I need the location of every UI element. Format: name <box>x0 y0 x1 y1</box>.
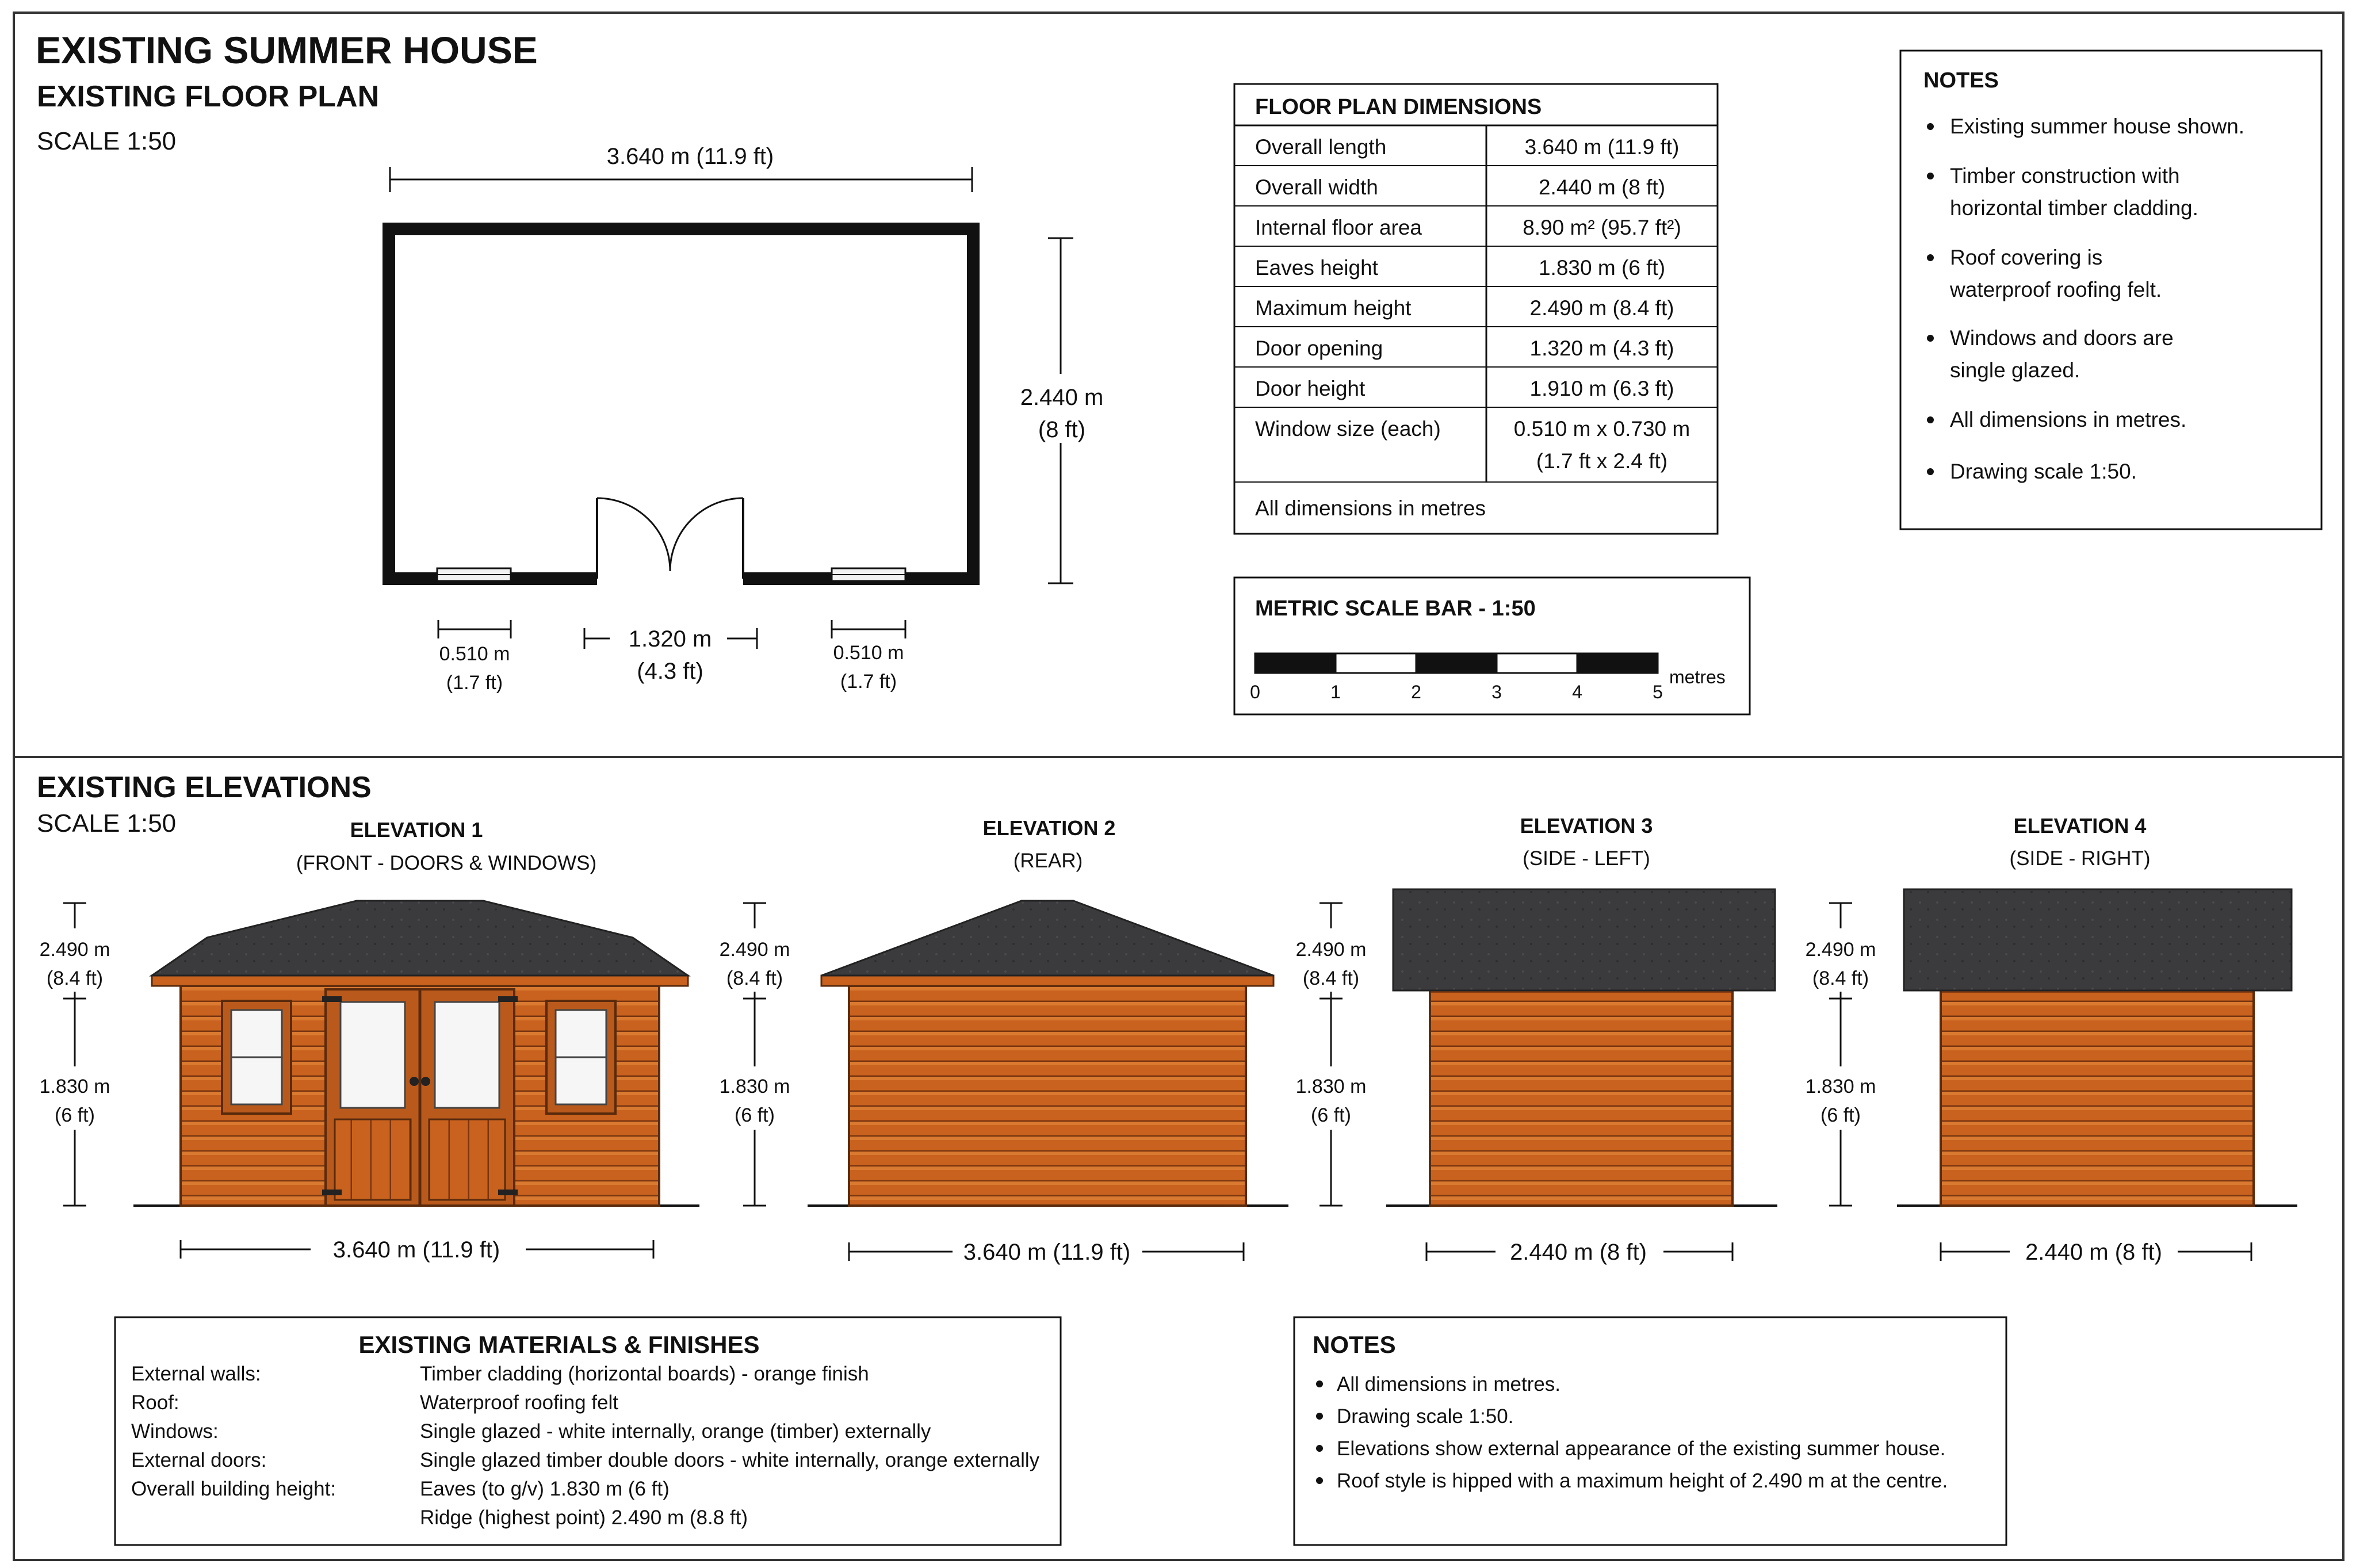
elevation-4-drawing <box>1897 889 2297 1206</box>
dim-label-eaves-height: Eaves height <box>1255 256 1378 280</box>
note-top-line: All dimensions in metres. <box>1950 408 2187 431</box>
material-label: Overall building height: <box>131 1478 336 1500</box>
scale-bar-title: METRIC SCALE BAR - 1:50 <box>1255 596 1536 621</box>
note-top-line: Roof covering is <box>1950 246 2103 269</box>
elevation-3-sub: (SIDE - LEFT) <box>1523 847 1650 870</box>
elevation-1-roof <box>152 901 688 976</box>
elevation-2-roof <box>821 901 1273 976</box>
scale-bar-segment <box>1497 653 1577 673</box>
height-dim-group-1 <box>33 903 116 1206</box>
height-total-m: 2.490 m <box>39 939 110 961</box>
height-eaves-ft: (6 ft) <box>1820 1104 1861 1126</box>
elevation-3-name: ELEVATION 3 <box>1520 814 1653 837</box>
note-bullet <box>1316 1413 1323 1420</box>
plan-width-label-m: 2.440 m <box>1020 385 1104 410</box>
note-bottom-line: All dimensions in metres. <box>1337 1373 1561 1395</box>
elevation-3-wall <box>1430 989 1732 1206</box>
height-eaves-ft: (6 ft) <box>55 1104 95 1126</box>
sheet-title: EXISTING SUMMER HOUSE <box>36 29 538 71</box>
material-value: Waterproof roofing felt <box>420 1391 618 1414</box>
note-bottom-line: Drawing scale 1:50. <box>1337 1405 1514 1428</box>
note-top-line: Timber construction with <box>1950 164 2180 188</box>
notes-bottom-title: NOTES <box>1313 1331 1396 1358</box>
dim-label-window-size: Window size (each) <box>1255 417 1441 441</box>
note-bullet <box>1316 1477 1323 1484</box>
note-bullet <box>1316 1445 1323 1452</box>
material-label: Roof: <box>131 1391 179 1414</box>
scale-bar-unit: metres <box>1669 667 1726 687</box>
dim-label-floor-area: Internal floor area <box>1255 216 1422 239</box>
height-total-m: 2.490 m <box>1295 939 1367 961</box>
material-value: Single glazed - white internally, orange (timber) externally <box>420 1420 931 1443</box>
plan-door-width-m: 1.320 m <box>628 626 712 652</box>
elevations-scale: SCALE 1:50 <box>37 809 177 837</box>
height-eaves-m: 1.830 m <box>1805 1076 1876 1097</box>
material-value: Single glazed timber double doors - white internally, orange externally <box>420 1449 1040 1471</box>
scale-bar-tick: 1 <box>1330 682 1341 702</box>
height-eaves-ft: (6 ft) <box>1311 1104 1351 1126</box>
material-label: Windows: <box>131 1420 219 1443</box>
note-bullet <box>1316 1380 1323 1387</box>
elevation-4-sub: (SIDE - RIGHT) <box>2009 847 2151 870</box>
dimensions-table-footer: All dimensions in metres <box>1255 496 1486 520</box>
elevation-2-width: 3.640 m (11.9 ft) <box>963 1240 1131 1265</box>
note-bullet <box>1927 173 1934 179</box>
height-eaves-m: 1.830 m <box>39 1076 110 1097</box>
scale-bar <box>1234 578 1750 714</box>
dim-label-overall-width: Overall width <box>1255 175 1378 199</box>
dim-label-max-height: Maximum height <box>1255 296 1412 320</box>
note-top-line: horizontal timber cladding. <box>1950 196 2198 220</box>
elevation-1-name: ELEVATION 1 <box>350 818 483 842</box>
height-total-ft: (8.4 ft) <box>1812 967 1869 989</box>
elevation-1-sub: (FRONT - DOORS & WINDOWS) <box>296 852 597 874</box>
elevation-2-drawing <box>808 901 1288 1206</box>
height-total-m: 2.490 m <box>719 939 790 961</box>
dim-value-overall-length: 3.640 m (11.9 ft) <box>1524 135 1680 159</box>
note-top-line: Existing summer house shown. <box>1950 114 2245 138</box>
height-eaves-m: 1.830 m <box>1295 1076 1367 1097</box>
dim-label-door-opening: Door opening <box>1255 336 1383 360</box>
floor-plan-title: EXISTING FLOOR PLAN <box>37 80 380 113</box>
plan-door-width-ft: (4.3 ft) <box>637 659 703 684</box>
materials-box <box>115 1317 1061 1545</box>
height-dim-group-2 <box>713 903 796 1206</box>
scale-bar-tick: 3 <box>1491 682 1502 702</box>
height-eaves-m: 1.830 m <box>719 1076 790 1097</box>
plan-window-right-m: 0.510 m <box>833 642 904 664</box>
dim-value-overall-width: 2.440 m (8 ft) <box>1538 175 1666 199</box>
note-bullet <box>1927 123 1934 130</box>
dim-value-window-size-ft: (1.7 ft x 2.4 ft) <box>1536 449 1668 473</box>
note-bullet <box>1927 416 1934 423</box>
dim-value-window-size: 0.510 m x 0.730 m <box>1513 417 1690 441</box>
material-label: External doors: <box>131 1449 267 1471</box>
dimensions-table-title: FLOOR PLAN DIMENSIONS <box>1255 95 1542 119</box>
dim-value-door-opening: 1.320 m (4.3 ft) <box>1529 336 1674 360</box>
elevation-4-wall <box>1941 989 2254 1206</box>
note-bottom-line: Elevations show external appearance of the existing summer house. <box>1337 1437 1946 1460</box>
notes-bottom <box>1294 1317 2006 1545</box>
scale-bar-segment <box>1577 653 1658 673</box>
materials-title: EXISTING MATERIALS & FINISHES <box>358 1331 760 1358</box>
elevation-1-drawing <box>133 901 699 1206</box>
scale-bar-tick: 5 <box>1653 682 1663 702</box>
height-total-ft: (8.4 ft) <box>1302 967 1360 989</box>
dim-label-overall-length: Overall length <box>1255 135 1387 159</box>
dim-value-floor-area: 8.90 m² (95.7 ft²) <box>1523 216 1681 239</box>
elevation-1-width: 3.640 m (11.9 ft) <box>332 1237 500 1263</box>
note-top-line: waterproof roofing felt. <box>1950 278 2162 301</box>
plan-door-swing <box>597 498 743 571</box>
note-bullet <box>1927 468 1934 475</box>
dim-value-max-height: 2.490 m (8.4 ft) <box>1529 296 1674 320</box>
material-value: Ridge (highest point) 2.490 m (8.8 ft) <box>420 1506 748 1529</box>
elevation-3-roof <box>1393 889 1775 990</box>
elevation-3-width: 2.440 m (8 ft) <box>1510 1240 1647 1265</box>
scale-bar-segment <box>1336 653 1416 673</box>
dimensions-table <box>1234 84 1718 534</box>
plan-length-label: 3.640 m (11.9 ft) <box>606 144 774 169</box>
elevation-3-drawing <box>1386 889 1777 1206</box>
note-bullet <box>1927 335 1934 342</box>
elevation-4-roof <box>1904 889 2292 990</box>
height-dim-group-3 <box>1290 903 1372 1206</box>
note-top-line: Drawing scale 1:50. <box>1950 460 2137 483</box>
dim-label-door-height: Door height <box>1255 377 1366 400</box>
note-top-line: single glazed. <box>1950 358 2080 382</box>
dim-value-door-height: 1.910 m (6.3 ft) <box>1529 377 1674 400</box>
scale-bar-tick: 0 <box>1250 682 1260 702</box>
note-bullet <box>1927 254 1934 261</box>
height-total-m: 2.490 m <box>1805 939 1876 961</box>
notes-top <box>1900 51 2321 529</box>
elevations-title: EXISTING ELEVATIONS <box>37 771 372 804</box>
material-label: External walls: <box>131 1363 261 1385</box>
plan-window-left-ft: (1.7 ft) <box>446 672 503 694</box>
notes-top-title: NOTES <box>1923 68 1999 93</box>
height-eaves-ft: (6 ft) <box>735 1104 775 1126</box>
floor-plan-scale: SCALE 1:50 <box>37 127 177 155</box>
plan-walls <box>389 229 973 579</box>
note-bottom-line: Roof style is hipped with a maximum height of 2.490 m at the centre. <box>1337 1470 1948 1492</box>
floor-plan <box>389 144 1110 694</box>
dim-value-eaves-height: 1.830 m (6 ft) <box>1538 256 1666 280</box>
elevation-4-name: ELEVATION 4 <box>2013 814 2147 837</box>
scale-bar-tick: 2 <box>1411 682 1421 702</box>
elevation-2-wall <box>849 984 1246 1206</box>
plan-window-right-ft: (1.7 ft) <box>840 671 897 693</box>
scale-bar-segment <box>1416 653 1497 673</box>
height-total-ft: (8.4 ft) <box>46 967 104 989</box>
plan-width-label-ft: (8 ft) <box>1038 417 1086 442</box>
height-dim-group-4 <box>1799 903 1882 1206</box>
elevation-2-sub: (REAR) <box>1013 850 1083 872</box>
elevation-width-dims <box>181 1237 2251 1265</box>
height-total-ft: (8.4 ft) <box>726 967 783 989</box>
material-value: Eaves (to g/v) 1.830 m (6 ft) <box>420 1478 670 1500</box>
elevation-2-name: ELEVATION 2 <box>982 816 1116 840</box>
plan-window-left-m: 0.510 m <box>439 643 510 665</box>
elevation-4-width: 2.440 m (8 ft) <box>2025 1240 2162 1265</box>
scale-bar-tick: 4 <box>1572 682 1582 702</box>
note-top-line: Windows and doors are <box>1950 326 2174 350</box>
material-value: Timber cladding (horizontal boards) - orange finish <box>420 1363 869 1385</box>
scale-bar-segment <box>1255 653 1336 673</box>
